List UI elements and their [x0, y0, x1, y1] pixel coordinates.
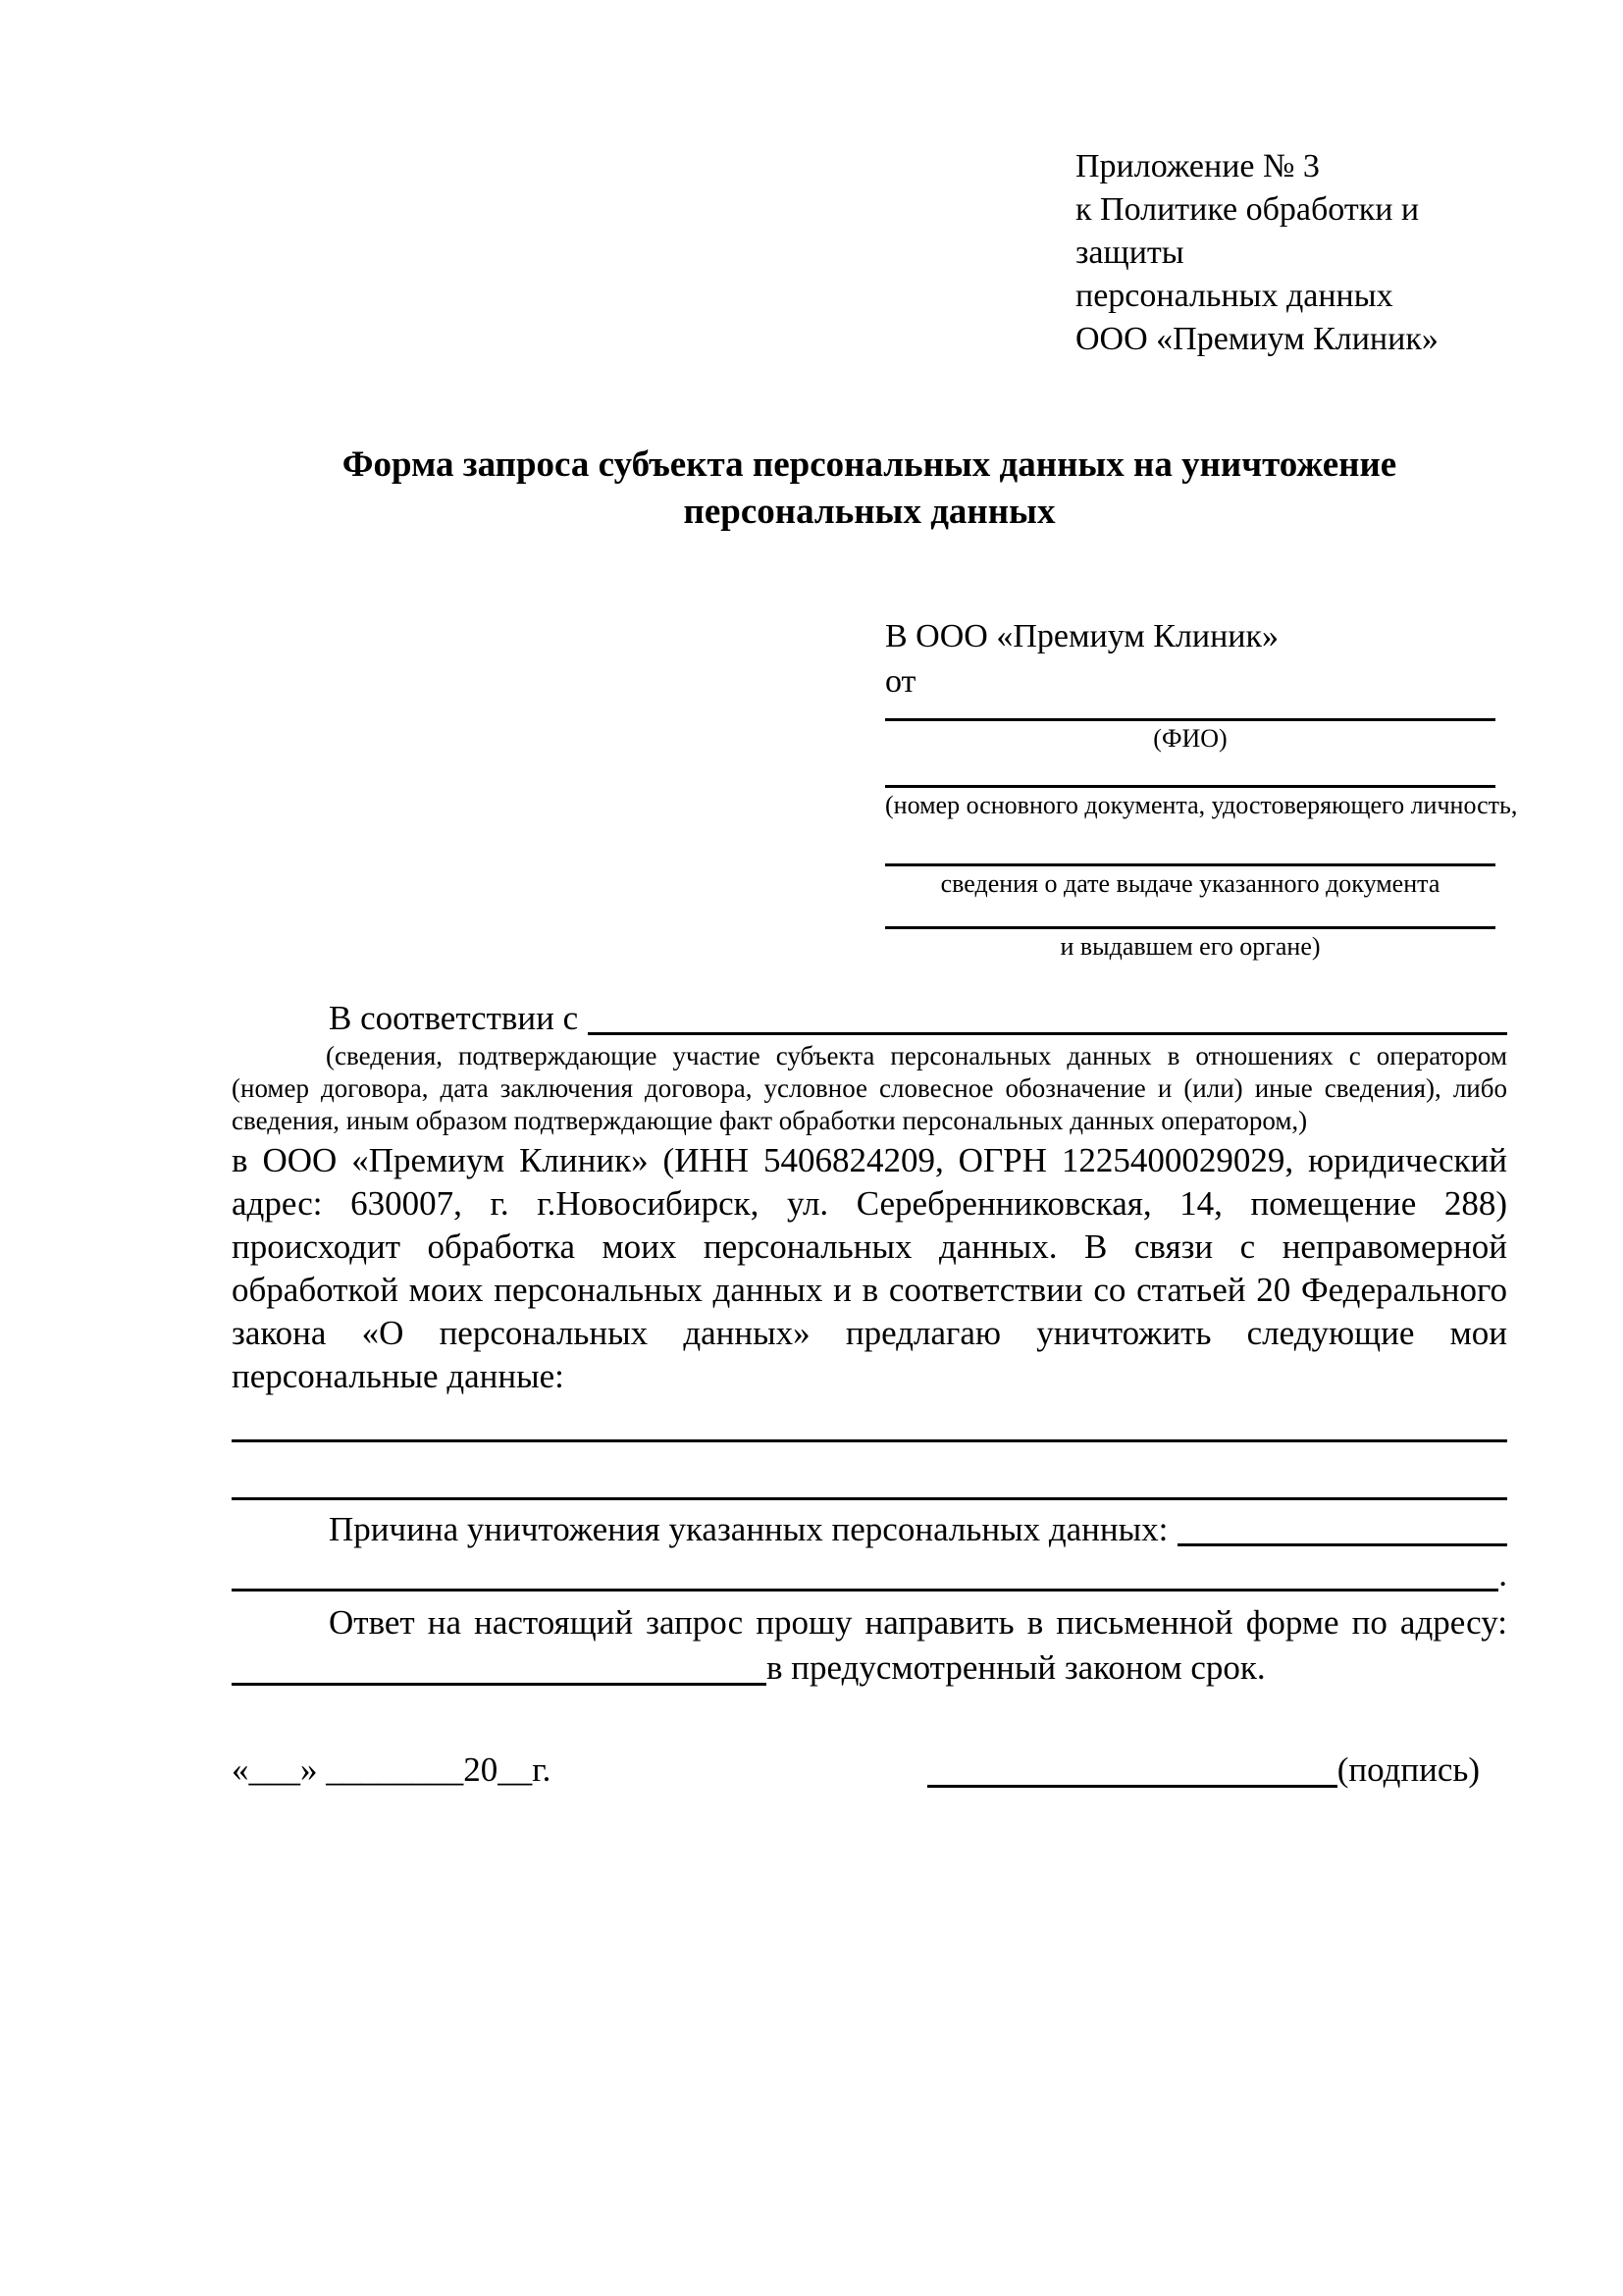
footer-row [232, 1748, 1507, 1793]
signature-caption: (подпись) [1336, 1750, 1480, 1789]
addressee-to: В ООО «Премиум Клиник» [885, 618, 1280, 654]
page-content [232, 145, 1518, 1793]
doc-number-blank-line [885, 754, 1495, 788]
data-blank-line-2 [232, 1442, 1507, 1500]
doc-issuer-caption: и выдавшем его органе) [1060, 932, 1321, 961]
response-paragraph: Ответ на настоящий запрос прошу направить в письменной форме по адресу: [329, 1603, 1507, 1642]
annex-line: персональных данных [1075, 278, 1393, 314]
fio-blank-line [885, 704, 1495, 721]
response-tail: в предусмотренный законом срок. [766, 1648, 1266, 1687]
reason-label: Причина уничтожения указанных персональных данных: [329, 1510, 1169, 1548]
document-title: Форма запроса субъекта персональных данных на уничтожение персональных данных [341, 444, 1397, 532]
addressee-from-label: от [885, 663, 916, 700]
annex-line: Приложение № 3 [1075, 148, 1320, 184]
doc-number-caption: (номер основного документа, удостоверяющего личность, [885, 791, 1518, 819]
main-paragraph: в ООО «Премиум Клиник» (ИНН 5406824209, ОГРН 1225400029029, юридический адрес: 630007, г. г.Новосибирск, ул. Серебренниковская, 14, помещение 288) происходит обработка моих персональных данных. В связи с неправомерной обработкой моих персональных данных и в соответствии со статьей 20 Федерального закона «О персональных данных» предлагаю уничтожить следующие мои персональные данные: [232, 1141, 1507, 1395]
doc-date-blank-line [885, 820, 1495, 866]
response-address-row [232, 1645, 1507, 1691]
reason-continuation-row [232, 1551, 1507, 1596]
addressee-block [885, 614, 1518, 962]
signature-blank-line [927, 1748, 1337, 1788]
signature-group [927, 1748, 1480, 1793]
reason-blank-line [1178, 1508, 1507, 1546]
doc-issuer-blank-line [885, 899, 1495, 929]
date-placeholder: «___» ________20__г. [232, 1750, 551, 1789]
address-blank-line [232, 1645, 766, 1686]
reason-blank-line-2 [232, 1551, 1498, 1592]
accordance-blank-line [588, 997, 1507, 1035]
fine-print-note: (сведения, подтверждающие участие субъекта персональных данных в отношениях с оператором (номер договора, дата заключения договора, условное словесное обозначение и (или) иные сведения), либо сведения, иным образом подтверждающие факт обработки персональных данных оператором,) [232, 1041, 1507, 1135]
reason-row [232, 1508, 1507, 1551]
doc-date-caption: сведения о дате выдаче указанного документа [940, 869, 1440, 898]
data-blank-line-1 [232, 1398, 1507, 1442]
annex-block [1075, 145, 1507, 361]
accordance-label: В соответствии с [329, 999, 579, 1037]
annex-line: к Политике обработки и защиты [1075, 191, 1420, 271]
reason-period: . [1498, 1555, 1507, 1593]
accordance-row [232, 997, 1507, 1040]
annex-line: ООО «Премиум Клиник» [1075, 321, 1439, 357]
fio-caption: (ФИО) [1153, 724, 1228, 753]
